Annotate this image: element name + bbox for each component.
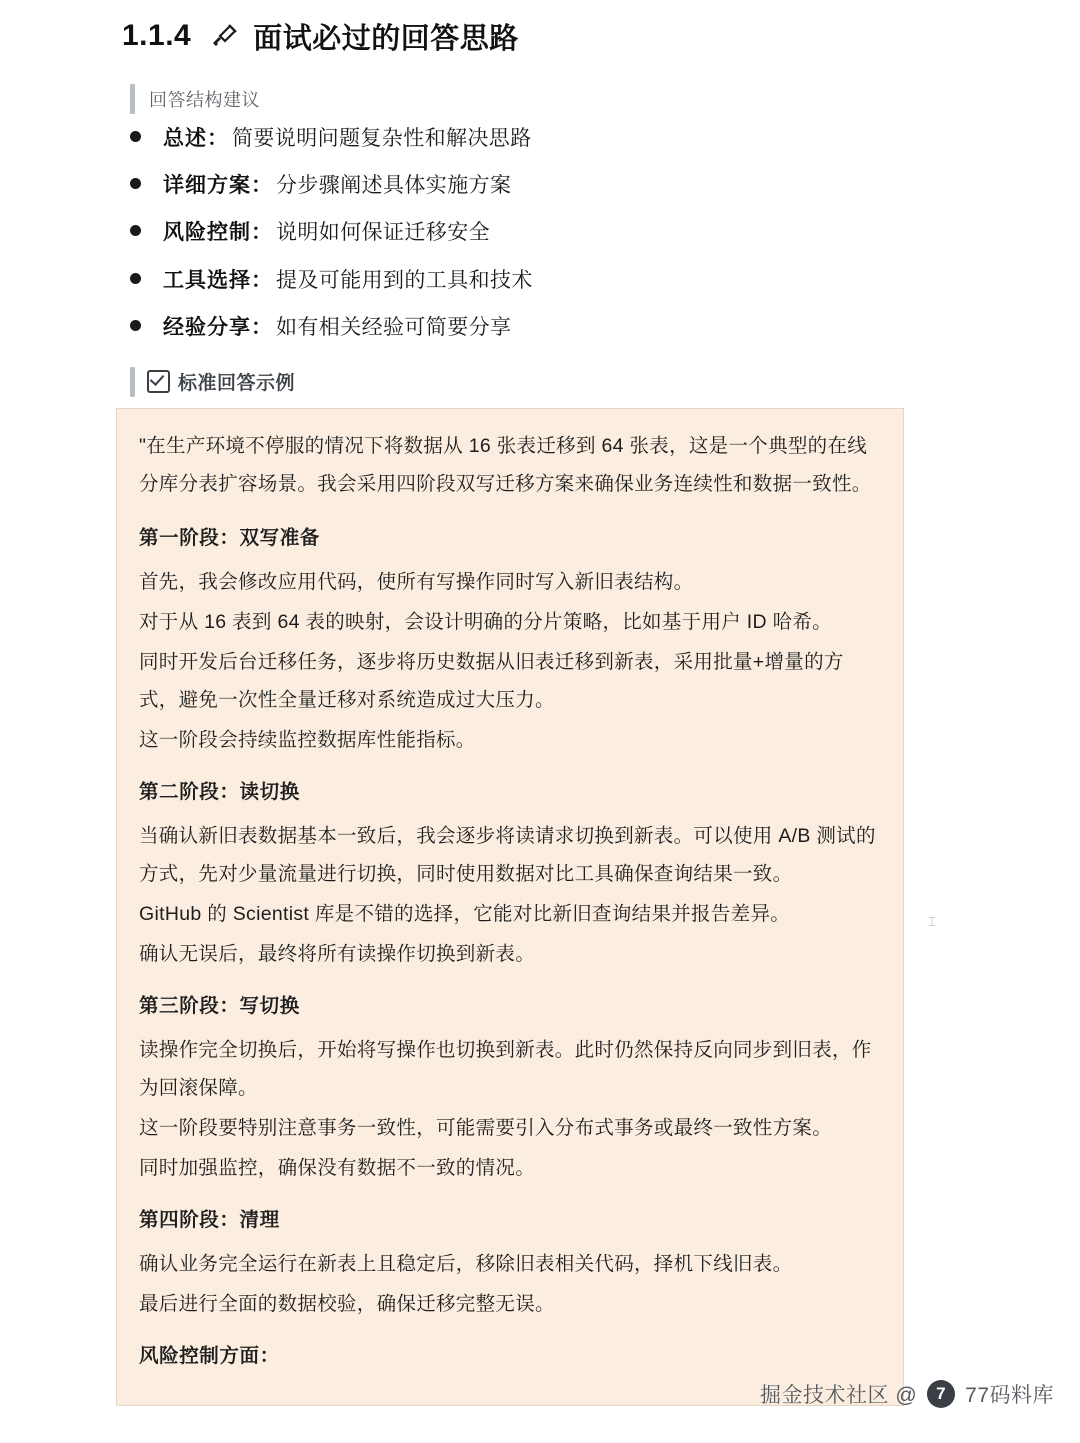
answer-paragraph: 同时加强监控，确保没有数据不一致的情况。: [139, 1157, 536, 1180]
page-edge-marker: ⌶: [928, 915, 936, 930]
watermark-logo-icon: 7: [927, 1380, 955, 1408]
list-item-term: 经验分享: [163, 315, 251, 339]
list-item-desc: 如有相关经验可简要分享: [276, 315, 512, 339]
answer-phase-heading: 第三阶段：写切换: [139, 995, 300, 1018]
list-item-desc: 提及可能用到的工具和技术: [276, 268, 533, 292]
list-item: [130, 315, 1080, 340]
list-item-desc: 简要说明问题复杂性和解决思路: [232, 127, 532, 150]
list-item-separator: ：: [251, 268, 272, 292]
answer-paragraph: 对于从 16 表到 64 表的映射，会设计明确的分片策略，比如基于用户 ID 哈希。: [139, 611, 832, 633]
list-item-term: 风险控制: [163, 221, 251, 245]
answer-paragraph: 最后进行全面的数据校验，确保迁移完整无误。: [139, 1293, 555, 1316]
watermark-name: 77码料库: [965, 1384, 1054, 1407]
answer-paragraph: 同时开发后台迁移任务，逐步将历史数据从旧表迁移到新表，采用批量+增量的方式，避免一次性全量迁移对系统造成过大压力。: [139, 651, 844, 712]
answer-paragraph: "在生产环境不停服的情况下将数据从 16 张表迁移到 64 张表，这是一个典型的在线分库分表扩容场景。我会采用四阶段双写迁移方案来确保业务连续性和数据一致性。: [139, 434, 872, 495]
list-item-desc: 说明如何保证迁移安全: [276, 221, 490, 245]
answer-phase-heading: 第四阶段：清理: [139, 1209, 280, 1232]
bullet-dot-icon: [130, 131, 141, 142]
heading-number: 1.1.4: [122, 19, 192, 52]
label-accent-bar: [130, 84, 135, 114]
checkbox-checked-icon: [147, 370, 170, 393]
list-item-term: 总述: [163, 127, 207, 150]
structure-label: [130, 82, 1080, 116]
list-item-separator: ：: [251, 315, 272, 339]
answer-paragraph: 首先，我会修改应用代码，使所有写操作同时写入新旧表结构。: [139, 570, 694, 593]
list-item-desc: 分步骤阐述具体实施方案: [276, 174, 512, 198]
bullet-dot-icon: [130, 273, 141, 284]
list-item: [130, 173, 1080, 198]
standard-answer-card: [116, 408, 904, 1406]
list-item-term: 详细方案: [163, 174, 251, 198]
example-label: [130, 366, 1080, 398]
answer-phase-heading: 风险控制方面：: [139, 1345, 280, 1368]
structure-label-text: 回答结构建议: [149, 90, 260, 110]
answer-paragraph: GitHub 的 Scientist 库是不错的选择，它能对比新旧查询结果并报告差异。: [139, 903, 791, 926]
answer-phase-heading: 第二阶段：读切换: [139, 781, 300, 804]
list-item-separator: ：: [251, 221, 272, 245]
heading-title: 面试必过的回答思路: [253, 22, 519, 55]
list-item-separator: ：: [251, 174, 272, 198]
list-item-term: 工具选择: [163, 268, 251, 292]
list-item: [130, 220, 1080, 245]
answer-paragraph: 确认无误后，最终将所有读操作切换到新表。: [139, 943, 536, 966]
example-label-text: 标准回答示例: [178, 373, 296, 395]
label-accent-bar: [130, 367, 135, 397]
bullet-dot-icon: [130, 178, 141, 189]
watermark-prefix: 掘金技术社区 @: [759, 1384, 918, 1407]
list-item-separator: ：: [207, 127, 228, 150]
answer-paragraph: 确认业务完全运行在新表上且稳定后，移除旧表相关代码，择机下线旧表。: [139, 1253, 793, 1276]
watermark: [760, 1379, 1054, 1409]
list-item: [130, 126, 1080, 151]
bullet-dot-icon: [130, 225, 141, 236]
answer-paragraph: 当确认新旧表数据基本一致后，我会逐步将读请求切换到新表。可以使用 A/B 测试的方式，先对少量流量进行切换，同时使用数据对比工具确保查询结果一致。: [139, 825, 876, 886]
list-item: [130, 268, 1080, 293]
section-heading: [0, 0, 1080, 64]
bullet-dot-icon: [130, 320, 141, 331]
structure-bullet-list: [0, 126, 1080, 340]
answer-paragraph: 这一阶段会持续监控数据库性能指标。: [139, 729, 476, 752]
answer-paragraph: 读操作完全切换后，开始将写操作也切换到新表。此时仍然保持反向同步到旧表，作为回滚保障。: [139, 1039, 872, 1100]
pen-nib-icon: [209, 21, 239, 51]
answer-paragraph: 这一阶段要特别注意事务一致性，可能需要引入分布式事务或最终一致性方案。: [139, 1117, 833, 1140]
answer-phase-heading: 第一阶段：双写准备: [139, 526, 320, 549]
